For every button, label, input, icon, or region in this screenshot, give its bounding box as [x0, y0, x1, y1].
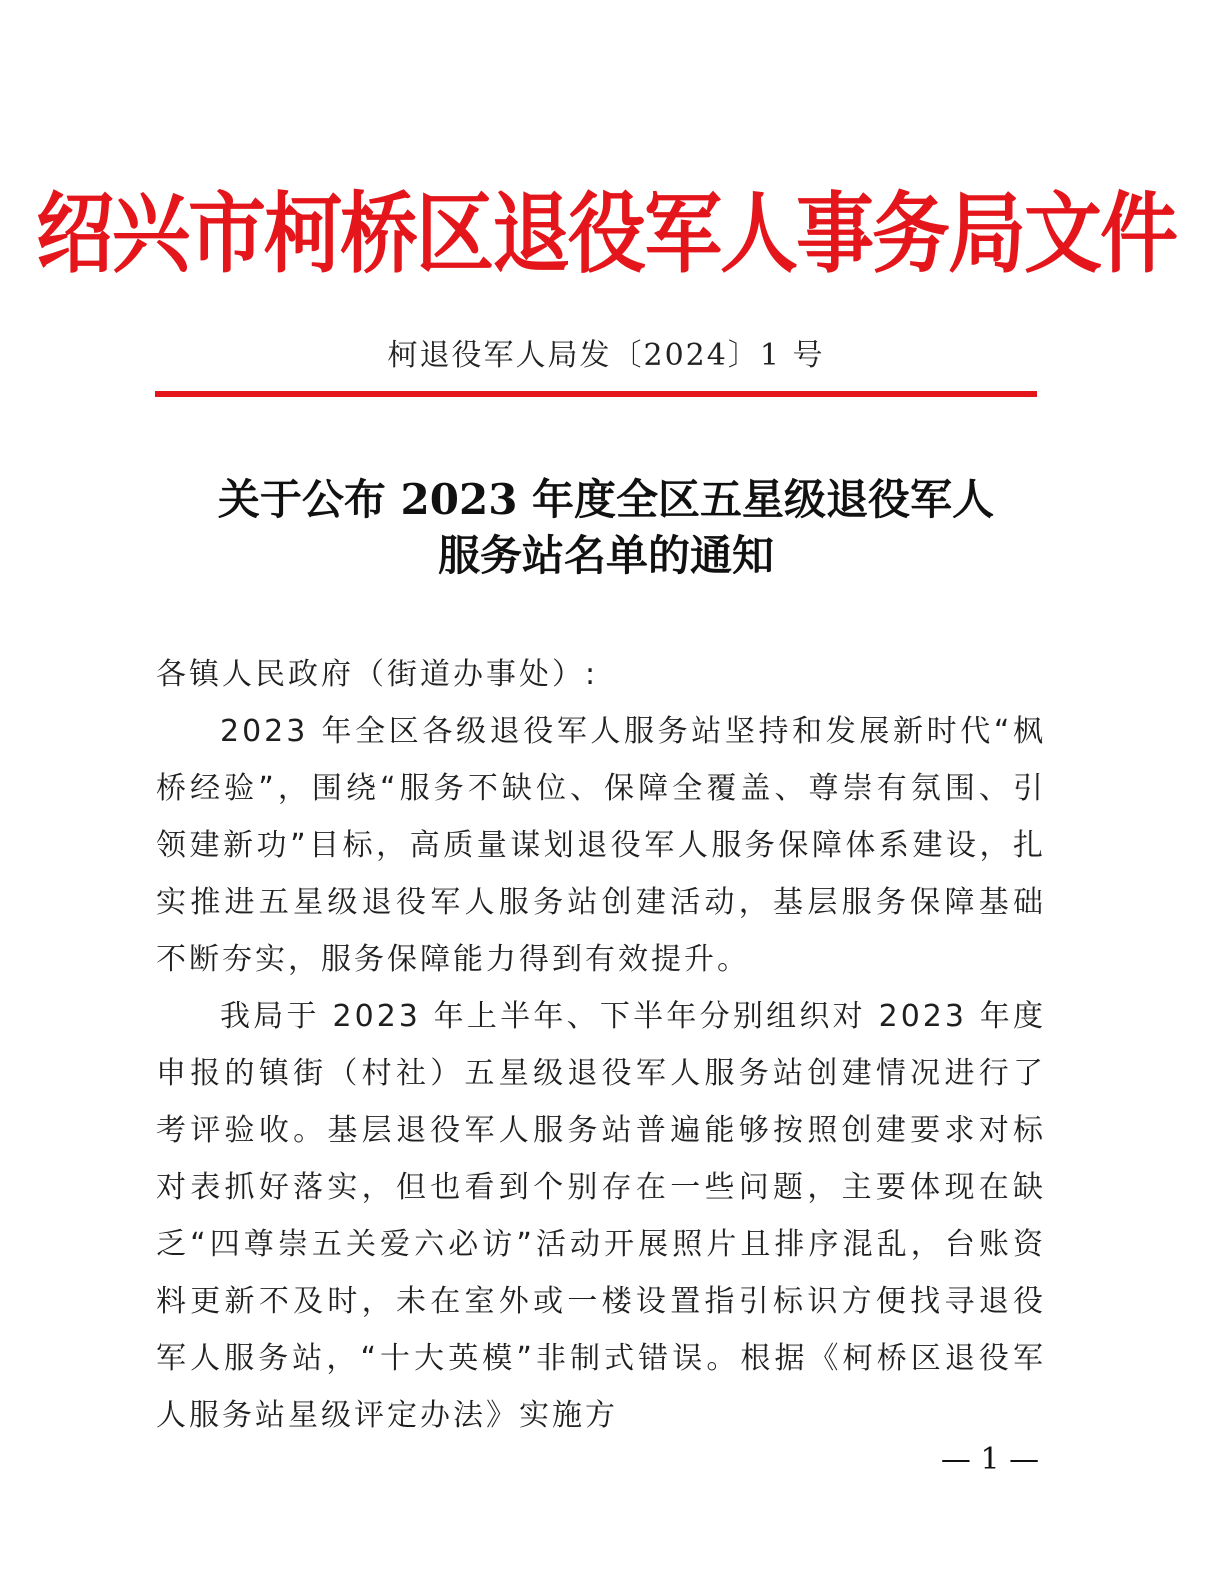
body-paragraph-1: 2023 年全区各级退役军人服务站坚持和发展新时代“枫桥经验”，围绕“服务不缺位、保障全覆盖、尊崇有氛围、引领建新功”目标，高质量谋划退役军人服务保障体系建设，扎实推进五星级退役军人服务站创建活动，基层服务保障基础不断夯实，服务保障能力得到有效提升。 — [156, 714, 1046, 977]
notice-title — [0, 472, 1212, 584]
salutation: 各镇人民政府（街道办事处）: — [156, 657, 599, 692]
document-body — [156, 646, 1046, 1444]
notice-title-line-1: 关于公布 2023 年度全区五星级退役军人 — [217, 475, 995, 524]
issuing-authority-header: 绍兴市柯桥区退役军人事务局文件 — [35, 184, 1176, 286]
body-paragraph-2: 我局于 2023 年上半年、下半年分别组织对 2023 年度申报的镇街（村社）五星级退役军人服务站创建情况进行了考评验收。基层退役军人服务站普遍能够按照创建要求对标对表抓好落实，但也看到个别存在一些问题，主要体现在缺乏“四尊崇五关爱六必访”活动开展照片且排序混乱，台账资料更新不及时，未在室外或一楼设置指引标识方便找寻退役军人服务站，“十大英模”非制式错误。根据《柯桥区退役军人服务站星级评定办法》实施方 — [156, 999, 1046, 1433]
document-number: 柯退役军人局发〔2024〕1 号 — [387, 338, 825, 373]
notice-title-line-2: 服务站名单的通知 — [437, 531, 774, 580]
page-number: — 1 — — [940, 1442, 1040, 1477]
red-divider-line — [155, 391, 1037, 397]
